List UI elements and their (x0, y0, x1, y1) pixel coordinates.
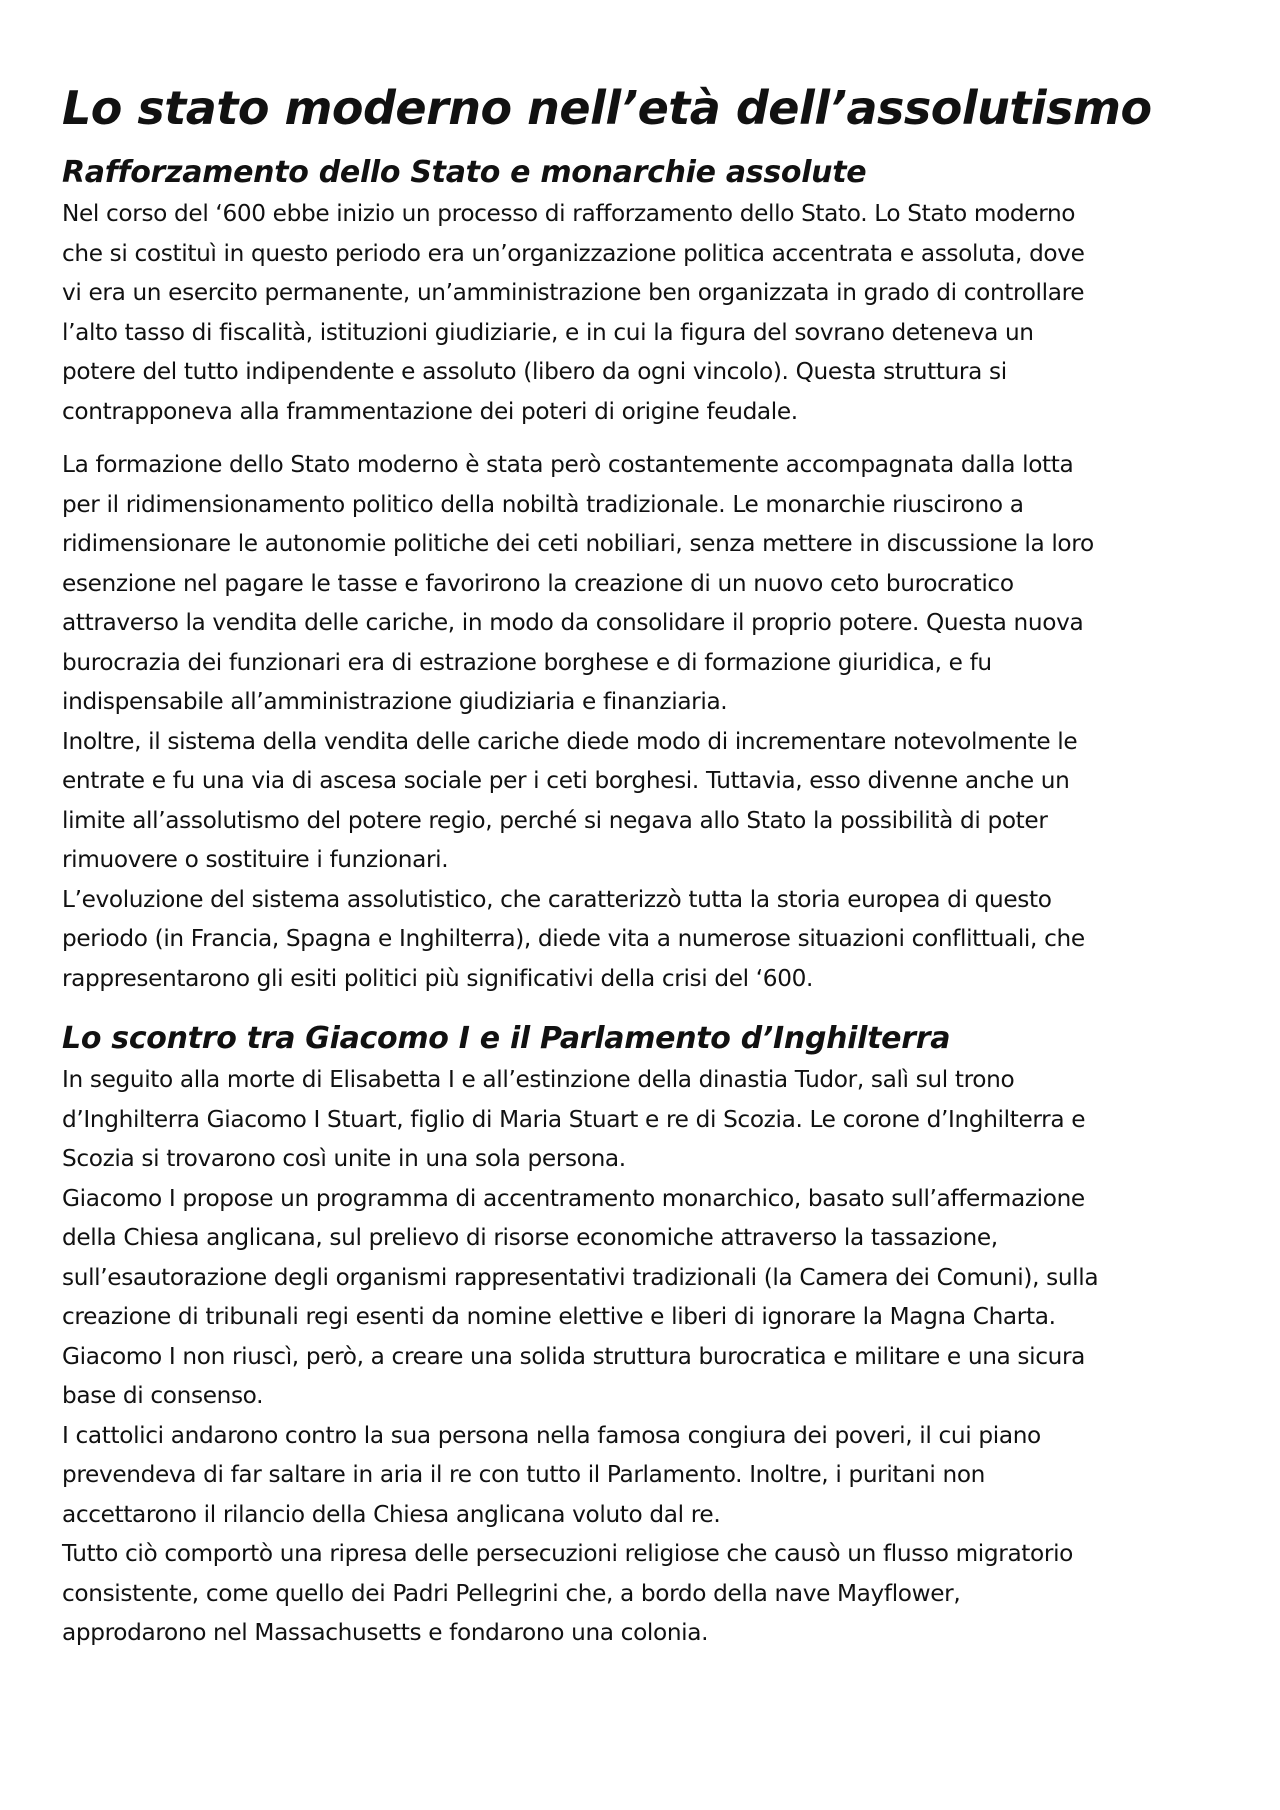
text-line: rappresentarono gli esiti politici più significativi della crisi del ‘600. (62, 964, 814, 992)
text-line: consistente, come quello dei Padri Pellegrini che, a bordo della nave Mayflower, (62, 1579, 961, 1607)
text-line: Inoltre, il sistema della vendita delle cariche diede modo di incrementare notevolmente le (62, 727, 1078, 755)
text-line: Giacomo I non riuscì, però, a creare una solida struttura burocratica e militare e una sicura (62, 1342, 1086, 1370)
paragraph-spacer (62, 431, 1232, 445)
text-line: Tutto ciò comportò una ripresa delle persecuzioni religiose che causò un flusso migratorio (62, 1540, 1073, 1567)
text-line: La formazione dello Stato moderno è stata però costantemente accompagnata dalla lotta (62, 451, 1074, 478)
paragraph (62, 1060, 1232, 1653)
text-line: sull’esautorazione degli organismi rappresentativi tradizionali (la Camera dei Comuni), sulla (62, 1263, 1099, 1291)
text-line: indispensabile all’amministrazione giudiziaria e finanziaria. (62, 688, 728, 715)
text-line: della Chiesa anglicana, sul prelievo di risorse economiche attraverso la tassazione, (62, 1224, 998, 1251)
page-title: Lo stato moderno nell’età dell’assolutismo (62, 81, 1152, 135)
section-spacer (62, 998, 1232, 1018)
text-line: periodo (in Francia, Spagna e Inghilterra), diede vita a numerose situazioni conflittuali, che (62, 925, 1085, 952)
text-line: che si costituì in questo periodo era un’organizzazione politica accentrata e assoluta, dove (62, 239, 1085, 267)
text-line: burocrazia dei funzionari era di estrazione borghese e di formazione giuridica, e fu (62, 648, 992, 676)
paragraph (62, 445, 1232, 998)
document-page (62, 78, 1232, 1653)
paragraph (62, 194, 1232, 431)
text-line: l’alto tasso di fiscalità, istituzioni giudiziarie, e in cui la figura del sovrano deteneva un (62, 318, 1034, 346)
text-line: contrapponeva alla frammentazione dei poteri di origine feudale. (62, 397, 798, 425)
text-line: Giacomo I propose un programma di accentramento monarchico, basato sull’affermazione (62, 1184, 1085, 1212)
text-line: base di consenso. (62, 1382, 264, 1409)
text-line: creazione di tribunali regi esenti da nomine elettive e liberi di ignorare la Magna Charta. (62, 1303, 1056, 1330)
text-line: approdarono nel Massachusetts e fondarono una colonia. (62, 1619, 709, 1646)
text-line: per il ridimensionamento politico della nobiltà tradizionale. Le monarchie riuscirono a (62, 490, 1024, 518)
text-line: prevendeva di far saltare in aria il re con tutto il Parlamento. Inoltre, i puritani non (62, 1461, 986, 1488)
text-line: limite all’assolutismo del potere regio, perché si negava allo Stato la possibilità di poter (62, 806, 1048, 834)
text-line: attraverso la vendita delle cariche, in modo da consolidare il proprio potere. Questa nuova (62, 609, 1084, 636)
text-line: esenzione nel pagare le tasse e favorirono la creazione di un nuovo ceto burocratico (62, 569, 1014, 597)
text-line: I cattolici andarono contro la sua persona nella famosa congiura dei poveri, il cui piano (62, 1421, 1041, 1449)
text-line: L’evoluzione del sistema assolutistico, che caratterizzò tutta la storia europea di questo (62, 885, 1052, 913)
text-line: rimuovere o sostituire i funzionari. (62, 846, 449, 873)
text-line: potere del tutto indipendente e assoluto (libero da ogni vincolo). Questa struttura si (62, 358, 1007, 385)
text-line: accettarono il rilancio della Chiesa anglicana voluto dal re. (62, 1500, 721, 1528)
text-line: entrate e fu una via di ascesa sociale per i ceti borghesi. Tuttavia, esso divenne anche un (62, 767, 1070, 794)
text-line: vi era un esercito permanente, un’amministrazione ben organizzata in grado di controllare (62, 279, 1085, 306)
section-heading: Lo scontro tra Giacomo I e il Parlamento d’Inghilterra (62, 1021, 951, 1056)
text-line: d’Inghilterra Giacomo I Stuart, figlio di Maria Stuart e re di Scozia. Le corone d’Inghilterra e (62, 1105, 1086, 1133)
text-line: ridimensionare le autonomie politiche dei ceti nobiliari, senza mettere in discussione la loro (62, 530, 1094, 557)
text-line: In seguito alla morte di Elisabetta I e all’estinzione della dinastia Tudor, salì sul trono (62, 1066, 1015, 1093)
section-heading: Rafforzamento dello Stato e monarchie assolute (62, 155, 867, 190)
text-line: Scozia si trovarono così unite in una sola persona. (62, 1145, 626, 1172)
text-line: Nel corso del ‘600 ebbe inizio un processo di rafforzamento dello Stato. Lo Stato moderno (62, 200, 1076, 227)
